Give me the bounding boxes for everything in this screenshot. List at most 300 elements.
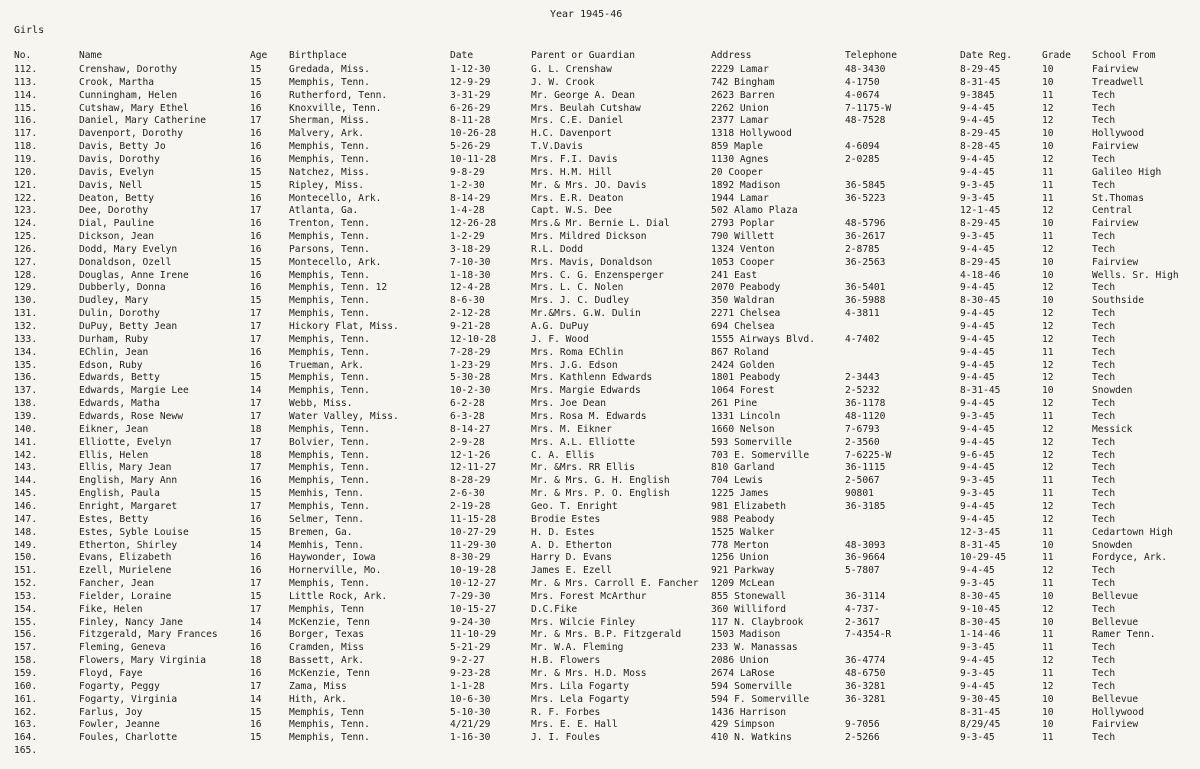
parent-guardian: Mr. &Mrs. RR Ellis: [531, 462, 635, 474]
student-age: 15: [250, 372, 262, 384]
address: 20 Cooper: [711, 166, 763, 178]
school-from: Tech: [1092, 680, 1116, 692]
student-name: Cutshaw, Mary Ethel: [79, 102, 189, 114]
birthplace: Memhis, Tenn.: [289, 539, 365, 551]
telephone: 36-5988: [845, 295, 886, 307]
table-row: [0, 371, 1200, 384]
school-from: Tech: [1092, 398, 1116, 410]
birthplace: Memphis, Tenn.: [289, 462, 370, 474]
student-name: Farlus, Joy: [79, 706, 143, 718]
address: 350 Waldran: [711, 295, 775, 307]
student-age: 14: [250, 693, 262, 705]
grade: 12: [1042, 333, 1054, 345]
birth-date: 5-26-29: [450, 141, 491, 153]
address: 261 Pine: [711, 398, 758, 410]
student-age: 17: [250, 500, 262, 512]
address: 2271 Chelsea: [711, 308, 781, 320]
school-from: Fairview: [1092, 218, 1139, 230]
school-from: Tech: [1092, 410, 1116, 422]
parent-guardian: Mrs. J. C. Dudley: [531, 295, 630, 307]
date-registered: 9-4-45: [960, 359, 995, 371]
student-name: Fike, Helen: [79, 603, 143, 615]
date-registered: 8-30-45: [960, 616, 1001, 628]
entry-number: 117.: [14, 128, 38, 140]
table-row: [0, 179, 1200, 192]
table-row: [0, 680, 1200, 693]
parent-guardian: Capt. W.S. Dee: [531, 205, 612, 217]
school-from: Central: [1092, 205, 1133, 217]
entry-number: 150.: [14, 552, 38, 564]
student-age: 17: [250, 205, 262, 217]
entry-number: 156.: [14, 629, 38, 641]
table-row: [0, 744, 1200, 757]
student-age: 17: [250, 680, 262, 692]
school-from: St.Thomas: [1092, 192, 1144, 204]
table-row: [0, 449, 1200, 462]
table-row: [0, 346, 1200, 359]
school-from: Southside: [1092, 295, 1144, 307]
parent-guardian: G. L. Crenshaw: [531, 64, 612, 75]
address: 810 Garland: [711, 462, 775, 474]
entry-number: 125.: [14, 231, 38, 242]
table-row: [0, 641, 1200, 654]
birth-date: 10-6-30: [450, 693, 491, 705]
address: 1436 Harrison: [711, 706, 787, 718]
entry-number: 127.: [14, 256, 38, 268]
address: 981 Elizabeth: [711, 500, 787, 512]
entry-number: 115.: [14, 102, 38, 114]
student-age: 16: [250, 141, 262, 153]
date-registered: 9-3-45: [960, 667, 995, 679]
student-name: English, Mary Ann: [79, 475, 178, 487]
entry-number: 159.: [14, 667, 38, 679]
student-age: 15: [250, 590, 262, 602]
table-row: [0, 127, 1200, 140]
student-name: English, Paula: [79, 488, 160, 500]
student-name: Crook, Martha: [79, 76, 155, 88]
parent-guardian: Mrs. Margie Edwards: [531, 385, 641, 397]
birth-date: 1-12-30: [450, 64, 491, 75]
grade: 10: [1042, 719, 1054, 731]
school-from: Snowden: [1092, 539, 1133, 551]
student-age: 15: [250, 64, 262, 75]
grade: 12: [1042, 205, 1054, 217]
parent-guardian: Mr. & Mrs. B.P. Fitzgerald: [531, 629, 682, 641]
grade: 11: [1042, 410, 1054, 422]
student-age: 18: [250, 423, 262, 435]
school-from: Tech: [1092, 513, 1116, 525]
table-row: [0, 410, 1200, 423]
birth-date: 1-16-30: [450, 732, 491, 744]
parent-guardian: Mrs. Lela Fogarty: [531, 693, 630, 705]
birthplace: Trenton, Tenn.: [289, 218, 370, 230]
header-date: Date: [450, 50, 474, 61]
parent-guardian: H.C. Davenport: [531, 128, 612, 140]
student-name: Davenport, Dorothy: [79, 128, 183, 140]
school-from: Galileo High: [1092, 166, 1162, 178]
address: 1892 Madison: [711, 179, 781, 191]
birthplace: Water Valley, Miss.: [289, 410, 399, 422]
address: 502 Alamo Plaza: [711, 205, 798, 217]
date-registered: 9-3-45: [960, 732, 995, 744]
parent-guardian: Mr. & Mrs. Carroll E. Fancher: [531, 578, 699, 589]
birthplace: Memphis, Tenn.: [289, 295, 370, 307]
entry-number: 133.: [14, 333, 38, 345]
address: 1660 Nelson: [711, 423, 775, 435]
table-row: [0, 192, 1200, 205]
birthplace: Parsons, Tenn.: [289, 243, 370, 255]
student-name: Ellis, Mary Jean: [79, 462, 172, 474]
birth-date: 10-12-27: [450, 578, 497, 589]
date-registered: 9-4-45: [960, 500, 995, 512]
parent-guardian: Mrs. Wilcie Finley: [531, 616, 635, 628]
table-row: [0, 436, 1200, 449]
grade: 10: [1042, 128, 1054, 140]
entry-number: 143.: [14, 462, 38, 474]
grade: 12: [1042, 436, 1054, 448]
address: 2424 Golden: [711, 359, 775, 371]
birth-date: 4/21/29: [450, 719, 491, 731]
telephone: 48-3093: [845, 539, 886, 551]
table-row: [0, 577, 1200, 590]
school-from: Bellevue: [1092, 616, 1139, 628]
date-registered: 8-29-45: [960, 256, 1001, 268]
date-registered: 8-30-45: [960, 590, 1001, 602]
student-name: Donaldson, Ozell: [79, 256, 172, 268]
birth-date: 2-9-28: [450, 436, 485, 448]
student-name: Enright, Margaret: [79, 500, 178, 512]
parent-guardian: Mrs. Beulah Cutshaw: [531, 102, 641, 114]
entry-number: 155.: [14, 616, 38, 628]
grade: 12: [1042, 500, 1054, 512]
school-from: Tech: [1092, 372, 1116, 384]
school-from: Snowden: [1092, 385, 1133, 397]
address: 694 Chelsea: [711, 321, 775, 332]
birth-date: 5-10-30: [450, 706, 491, 718]
grade: 12: [1042, 513, 1054, 525]
entry-number: 112.: [14, 64, 38, 75]
entry-number: 141.: [14, 436, 38, 448]
parent-guardian: Mrs. E. E. Hall: [531, 719, 618, 731]
telephone: 48-5796: [845, 218, 886, 230]
table-row: [0, 281, 1200, 294]
student-age: 16: [250, 243, 262, 255]
student-age: 14: [250, 616, 262, 628]
grade: 10: [1042, 539, 1054, 551]
grade: 10: [1042, 218, 1054, 230]
grade: 12: [1042, 282, 1054, 294]
telephone: 48-3430: [845, 64, 886, 75]
student-age: 16: [250, 231, 262, 242]
parent-guardian: Mrs.& Mr. Bernie L. Dial: [531, 218, 670, 230]
address: 1324 Venton: [711, 243, 775, 255]
school-from: Tech: [1092, 179, 1116, 191]
date-registered: 1-14-46: [960, 629, 1001, 641]
entry-number: 116.: [14, 115, 38, 127]
student-age: 15: [250, 166, 262, 178]
student-age: 16: [250, 192, 262, 204]
birthplace: Memphis, Tenn.: [289, 333, 370, 345]
date-registered: 9-4-45: [960, 423, 995, 435]
date-registered: 9-4-45: [960, 243, 995, 255]
parent-guardian: R. F. Forbes: [531, 706, 601, 718]
birth-date: 1-23-29: [450, 359, 491, 371]
address: 117 N. Claybrook: [711, 616, 804, 628]
parent-guardian: Brodie Estes: [531, 513, 601, 525]
student-age: 16: [250, 629, 262, 641]
telephone: 48-6750: [845, 667, 886, 679]
parent-guardian: Mrs. Roma EChlin: [531, 346, 624, 358]
birthplace: Borger, Texas: [289, 629, 365, 641]
school-from: Treadwell: [1092, 76, 1144, 88]
table-row: [0, 397, 1200, 410]
birthplace: Webb, Miss.: [289, 398, 353, 410]
parent-guardian: H.B. Flowers: [531, 655, 601, 667]
table-row: [0, 423, 1200, 436]
student-name: Davis, Betty Jo: [79, 141, 166, 153]
grade: 12: [1042, 115, 1054, 127]
student-age: 18: [250, 655, 262, 667]
entry-number: 135.: [14, 359, 38, 371]
birthplace: Memphis, Tenn.: [289, 732, 370, 744]
birth-date: 10-19-28: [450, 565, 497, 577]
student-name: Flowers, Mary Virginia: [79, 655, 207, 667]
student-name: Edwards, Rose Neww: [79, 410, 183, 422]
birth-date: 12-4-28: [450, 282, 491, 294]
table-row: [0, 551, 1200, 564]
birth-date: 11-29-30: [450, 539, 497, 551]
parent-guardian: A.G. DuPuy: [531, 321, 589, 332]
address: 1318 Hollywood: [711, 128, 792, 140]
telephone: 5-7807: [845, 565, 880, 577]
address: 1053 Cooper: [711, 256, 775, 268]
address: 429 Simpson: [711, 719, 775, 731]
table-row: [0, 359, 1200, 372]
student-name: Finley, Nancy Jane: [79, 616, 183, 628]
telephone: 36-3281: [845, 680, 886, 692]
student-name: Davis, Evelyn: [79, 166, 155, 178]
parent-guardian: J. W. Crook: [531, 76, 595, 88]
birth-date: 12-1-26: [450, 449, 491, 461]
birth-date: 6-2-28: [450, 398, 485, 410]
student-name: Daniel, Mary Catherine: [79, 115, 207, 127]
student-age: 16: [250, 346, 262, 358]
entry-number: 147.: [14, 513, 38, 525]
birthplace: Knoxville, Tenn.: [289, 102, 382, 114]
parent-guardian: Mrs. Lila Fogarty: [531, 680, 630, 692]
date-registered: 8/29/45: [960, 719, 1001, 731]
birth-date: 9-8-29: [450, 166, 485, 178]
table-row: [0, 693, 1200, 706]
student-name: Dulin, Dorothy: [79, 308, 160, 320]
parent-guardian: H. D. Estes: [531, 526, 595, 538]
telephone: 4-0674: [845, 89, 880, 101]
telephone: 7-6793: [845, 423, 880, 435]
student-name: Elliotte, Evelyn: [79, 436, 172, 448]
entry-number: 163.: [14, 719, 38, 731]
student-age: 16: [250, 102, 262, 114]
grade: 10: [1042, 269, 1054, 281]
header-address: Address: [711, 50, 752, 61]
grade: 11: [1042, 578, 1054, 589]
address: 867 Roland: [711, 346, 769, 358]
birthplace: Memphis, Tenn.: [289, 719, 370, 731]
birthplace: Memphis, Tenn.: [289, 500, 370, 512]
entry-number: 160.: [14, 680, 38, 692]
student-name: Dee, Dorothy: [79, 205, 149, 217]
table-row: [0, 63, 1200, 76]
address: 2377 Lamar: [711, 115, 769, 127]
telephone: 2-0285: [845, 153, 880, 165]
telephone: 36-5845: [845, 179, 886, 191]
birthplace: Memphis, Tenn.: [289, 153, 370, 165]
school-from: Tech: [1092, 642, 1116, 654]
address: 742 Bingham: [711, 76, 775, 88]
table-row: [0, 667, 1200, 680]
grade: 11: [1042, 166, 1054, 178]
birthplace: Memphis, Tenn.: [289, 141, 370, 153]
birth-date: 10-11-28: [450, 153, 497, 165]
grade: 12: [1042, 359, 1054, 371]
birth-date: 3-31-29: [450, 89, 491, 101]
student-age: 17: [250, 115, 262, 127]
parent-guardian: Mrs. E.R. Deaton: [531, 192, 624, 204]
grade: 10: [1042, 64, 1054, 75]
telephone: 36-2563: [845, 256, 886, 268]
school-from: Hollywood: [1092, 128, 1144, 140]
address: 1555 Airways Blvd.: [711, 333, 815, 345]
date-registered: 9-4-45: [960, 102, 995, 114]
birth-date: 12-9-29: [450, 76, 491, 88]
grade: 12: [1042, 462, 1054, 474]
telephone: 9-7056: [845, 719, 880, 731]
birthplace: Memhis, Tenn.: [289, 488, 365, 500]
date-registered: 9-6-45: [960, 449, 995, 461]
parent-guardian: T.V.Davis: [531, 141, 583, 153]
table-row: [0, 526, 1200, 539]
school-from: Tech: [1092, 89, 1116, 101]
student-name: Edson, Ruby: [79, 359, 143, 371]
table-row: [0, 89, 1200, 102]
table-row: [0, 166, 1200, 179]
entry-number: 154.: [14, 603, 38, 615]
student-age: 15: [250, 732, 262, 744]
entry-number: 146.: [14, 500, 38, 512]
birth-date: 6-3-28: [450, 410, 485, 422]
birth-date: 1-2-29: [450, 231, 485, 242]
birthplace: Memphis, Tenn: [289, 603, 365, 615]
student-name: Crenshaw, Dorothy: [79, 64, 178, 75]
grade: 11: [1042, 89, 1054, 101]
date-registered: 8-31-45: [960, 76, 1001, 88]
birthplace: Selmer, Tenn.: [289, 513, 365, 525]
date-registered: 9-3845: [960, 89, 995, 101]
school-from: Bellevue: [1092, 590, 1139, 602]
school-from: Tech: [1092, 333, 1116, 345]
birth-date: 8-6-30: [450, 295, 485, 307]
entry-number: 140.: [14, 423, 38, 435]
birthplace: Bremen, Ga.: [289, 526, 353, 538]
header-telephone: Telephone: [845, 50, 897, 61]
birth-date: 9-23-28: [450, 667, 491, 679]
address: 1944 Lamar: [711, 192, 769, 204]
entry-number: 113.: [14, 76, 38, 88]
date-registered: 8-29-45: [960, 64, 1001, 75]
grade: 11: [1042, 526, 1054, 538]
entry-number: 161.: [14, 693, 38, 705]
student-name: Etherton, Shirley: [79, 539, 178, 551]
school-from: Tech: [1092, 282, 1116, 294]
date-registered: 12-3-45: [960, 526, 1001, 538]
entry-number: 153.: [14, 590, 38, 602]
grade: 12: [1042, 243, 1054, 255]
birthplace: Ripley, Miss.: [289, 179, 365, 191]
student-age: 16: [250, 89, 262, 101]
parent-guardian: J. F. Wood: [531, 333, 589, 345]
entry-number: 123.: [14, 205, 38, 217]
entry-number: 158.: [14, 655, 38, 667]
address: 988 Peabody: [711, 513, 775, 525]
entry-number: 119.: [14, 153, 38, 165]
entry-number: 149.: [14, 539, 38, 551]
birth-date: 8-14-29: [450, 192, 491, 204]
birth-date: 1-18-30: [450, 269, 491, 281]
telephone: 36-2617: [845, 231, 886, 242]
date-registered: 8-28-45: [960, 141, 1001, 153]
telephone: 7-4354-R: [845, 629, 892, 641]
address: 1225 James: [711, 488, 769, 500]
birth-date: 8-30-29: [450, 552, 491, 564]
student-age: 16: [250, 552, 262, 564]
birth-date: 12-10-28: [450, 333, 497, 345]
student-age: 16: [250, 719, 262, 731]
table-row: [0, 230, 1200, 243]
student-name: Deaton, Betty: [79, 192, 155, 204]
year-title: Year 1945-46: [550, 9, 623, 20]
address: 2674 LaRose: [711, 667, 775, 679]
birthplace: Memphis, Tenn.: [289, 269, 370, 281]
address: 704 Lewis: [711, 475, 763, 487]
parent-guardian: Mr. W.A. Fleming: [531, 642, 624, 654]
student-age: 16: [250, 667, 262, 679]
birthplace: Memphis, Tenn.: [289, 372, 370, 384]
table-row: [0, 333, 1200, 346]
parent-guardian: Harry D. Evans: [531, 552, 612, 564]
student-name: EChlin, Jean: [79, 346, 149, 358]
address: 855 Stonewall: [711, 590, 787, 602]
student-name: Fogarty, Peggy: [79, 680, 160, 692]
telephone: 2-5266: [845, 732, 880, 744]
student-age: 15: [250, 295, 262, 307]
student-age: 16: [250, 269, 262, 281]
birthplace: Memphis, Tenn.: [289, 231, 370, 242]
birth-date: 10-2-30: [450, 385, 491, 397]
student-age: 16: [250, 359, 262, 371]
grade: 10: [1042, 256, 1054, 268]
parent-guardian: Mr. & Mrs. JO. Davis: [531, 179, 647, 191]
grade: 10: [1042, 76, 1054, 88]
student-name: Fielder, Loraine: [79, 590, 172, 602]
student-name: Cunningham, Helen: [79, 89, 178, 101]
table-row: [0, 654, 1200, 667]
table-row: [0, 102, 1200, 115]
entry-number: 144.: [14, 475, 38, 487]
school-from: Tech: [1092, 436, 1116, 448]
birth-date: 7-29-30: [450, 590, 491, 602]
birth-date: 10-15-27: [450, 603, 497, 615]
date-registered: 12-1-45: [960, 205, 1001, 217]
grade: 11: [1042, 552, 1054, 564]
